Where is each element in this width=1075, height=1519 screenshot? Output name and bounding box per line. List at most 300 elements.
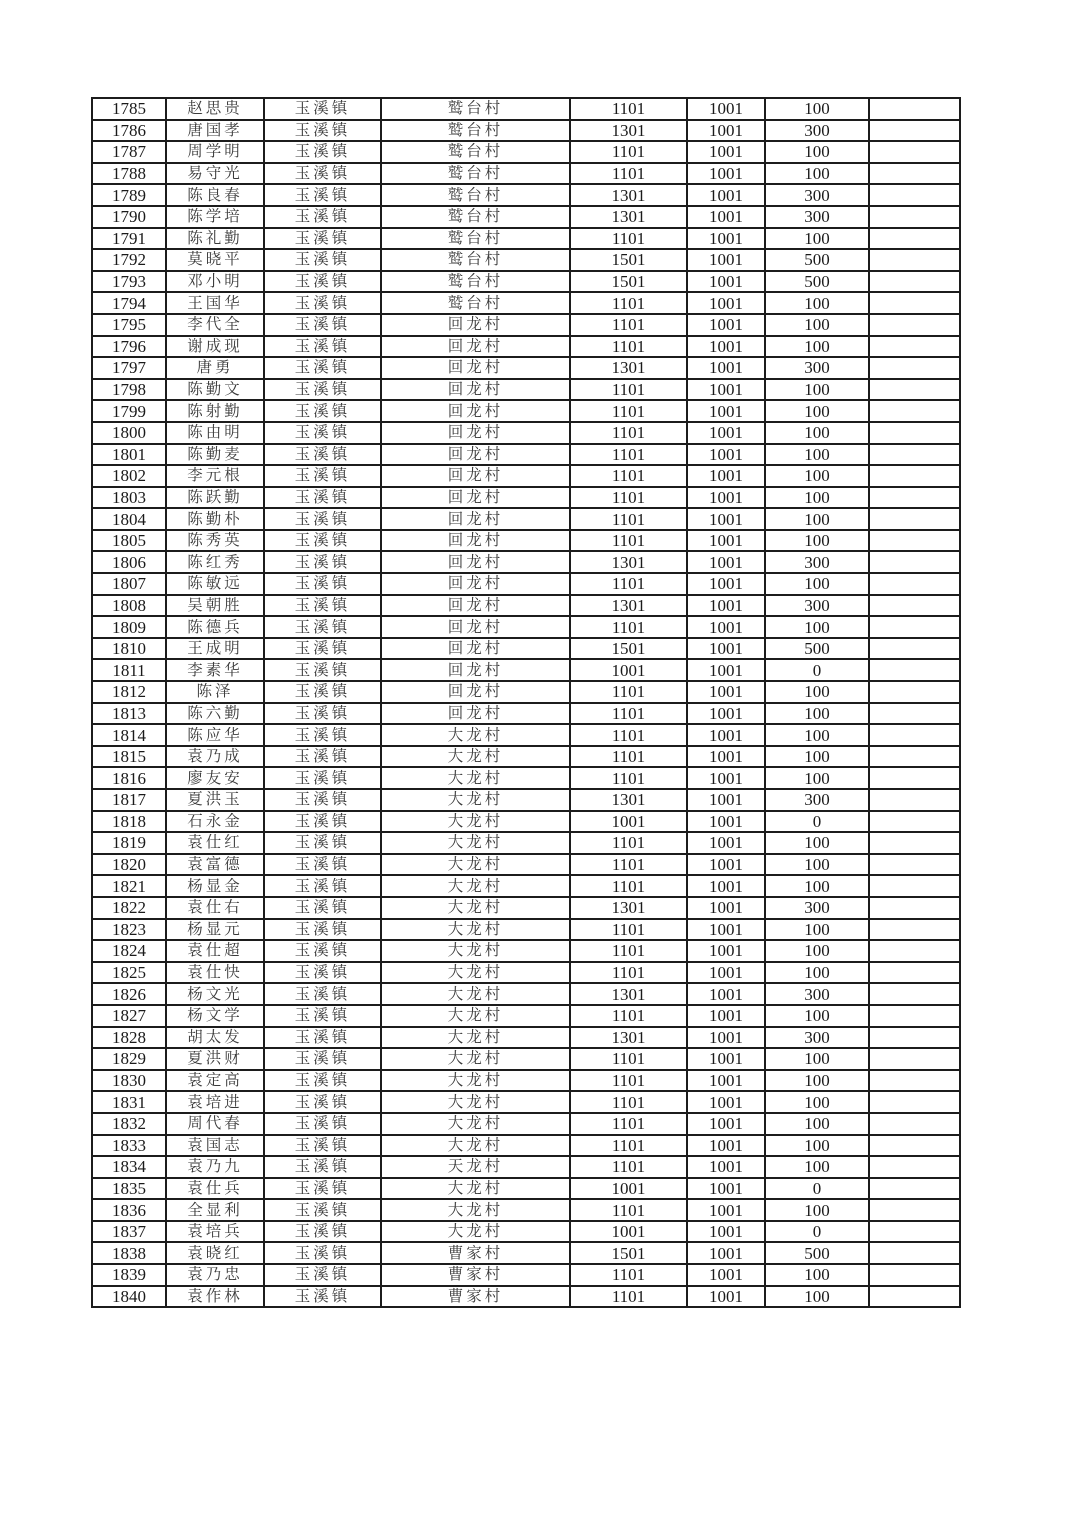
code-a-cell: 1101	[570, 1156, 687, 1178]
amount-cell: 100	[765, 400, 869, 422]
table-row	[92, 962, 960, 984]
village-cell: 大龙村	[381, 854, 570, 876]
note-cell	[869, 1113, 960, 1135]
amount-cell: 100	[765, 292, 869, 314]
amount-cell: 300	[765, 551, 869, 573]
town-cell: 玉溪镇	[264, 530, 381, 552]
table-row	[92, 400, 960, 422]
village-cell: 回龙村	[381, 530, 570, 552]
code-a-cell: 1301	[570, 983, 687, 1005]
code-b-cell: 1001	[687, 616, 765, 638]
town-cell: 玉溪镇	[264, 659, 381, 681]
amount-cell: 100	[765, 163, 869, 185]
code-a-cell: 1101	[570, 1135, 687, 1157]
person-name-cell: 赵思贵	[166, 98, 264, 120]
town-cell: 玉溪镇	[264, 249, 381, 271]
village-cell: 大龙村	[381, 746, 570, 768]
amount-cell: 100	[765, 422, 869, 444]
person-name-cell: 陈红秀	[166, 551, 264, 573]
town-cell: 玉溪镇	[264, 1199, 381, 1221]
person-name-cell: 陈勤朴	[166, 508, 264, 530]
code-b-cell: 1001	[687, 1264, 765, 1286]
note-cell	[869, 271, 960, 293]
amount-cell: 0	[765, 1178, 869, 1200]
person-name-cell: 胡太发	[166, 1027, 264, 1049]
table-row	[92, 1178, 960, 1200]
note-cell	[869, 703, 960, 725]
town-cell: 玉溪镇	[264, 811, 381, 833]
code-a-cell: 1301	[570, 789, 687, 811]
code-b-cell: 1001	[687, 789, 765, 811]
note-cell	[869, 206, 960, 228]
amount-cell: 100	[765, 1135, 869, 1157]
town-cell: 玉溪镇	[264, 422, 381, 444]
code-a-cell: 1301	[570, 357, 687, 379]
amount-cell: 100	[765, 616, 869, 638]
code-a-cell: 1501	[570, 271, 687, 293]
village-cell: 回龙村	[381, 595, 570, 617]
serial-number-cell: 1834	[92, 1156, 166, 1178]
note-cell	[869, 724, 960, 746]
town-cell: 玉溪镇	[264, 336, 381, 358]
serial-number-cell: 1833	[92, 1135, 166, 1157]
amount-cell: 100	[765, 98, 869, 120]
amount-cell: 100	[765, 314, 869, 336]
code-b-cell: 1001	[687, 746, 765, 768]
code-a-cell: 1301	[570, 184, 687, 206]
amount-cell: 100	[765, 465, 869, 487]
person-name-cell: 陈泽	[166, 681, 264, 703]
person-name-cell: 陈敏远	[166, 573, 264, 595]
code-b-cell: 1001	[687, 1005, 765, 1027]
town-cell: 玉溪镇	[264, 1221, 381, 1243]
table-row	[92, 1005, 960, 1027]
code-b-cell: 1001	[687, 184, 765, 206]
town-cell: 玉溪镇	[264, 875, 381, 897]
town-cell: 玉溪镇	[264, 551, 381, 573]
serial-number-cell: 1840	[92, 1286, 166, 1308]
person-name-cell: 袁乃九	[166, 1156, 264, 1178]
village-cell: 大龙村	[381, 1221, 570, 1243]
serial-number-cell: 1836	[92, 1199, 166, 1221]
note-cell	[869, 940, 960, 962]
town-cell: 玉溪镇	[264, 1156, 381, 1178]
person-name-cell: 唐勇	[166, 357, 264, 379]
table-row	[92, 1113, 960, 1135]
serial-number-cell: 1808	[92, 595, 166, 617]
table-row	[92, 551, 960, 573]
town-cell: 玉溪镇	[264, 487, 381, 509]
note-cell	[869, 379, 960, 401]
code-b-cell: 1001	[687, 336, 765, 358]
code-a-cell: 1101	[570, 530, 687, 552]
village-cell: 鹫台村	[381, 228, 570, 250]
code-b-cell: 1001	[687, 703, 765, 725]
village-cell: 回龙村	[381, 314, 570, 336]
person-name-cell: 陈秀英	[166, 530, 264, 552]
serial-number-cell: 1813	[92, 703, 166, 725]
code-a-cell: 1101	[570, 1113, 687, 1135]
serial-number-cell: 1831	[92, 1091, 166, 1113]
village-cell: 大龙村	[381, 1048, 570, 1070]
person-name-cell: 袁仕右	[166, 897, 264, 919]
note-cell	[869, 1070, 960, 1092]
person-name-cell: 陈由明	[166, 422, 264, 444]
person-name-cell: 袁培进	[166, 1091, 264, 1113]
person-name-cell: 夏洪玉	[166, 789, 264, 811]
note-cell	[869, 767, 960, 789]
amount-cell: 100	[765, 940, 869, 962]
amount-cell: 100	[765, 1091, 869, 1113]
town-cell: 玉溪镇	[264, 595, 381, 617]
person-name-cell: 陈良春	[166, 184, 264, 206]
person-name-cell: 邓小明	[166, 271, 264, 293]
note-cell	[869, 444, 960, 466]
person-name-cell: 袁培兵	[166, 1221, 264, 1243]
person-name-cell: 袁仕超	[166, 940, 264, 962]
code-b-cell: 1001	[687, 271, 765, 293]
village-cell: 回龙村	[381, 638, 570, 660]
note-cell	[869, 336, 960, 358]
code-b-cell: 1001	[687, 1221, 765, 1243]
note-cell	[869, 1048, 960, 1070]
amount-cell: 300	[765, 1027, 869, 1049]
code-b-cell: 1001	[687, 1199, 765, 1221]
amount-cell: 100	[765, 746, 869, 768]
note-cell	[869, 1027, 960, 1049]
note-cell	[869, 120, 960, 142]
village-cell: 大龙村	[381, 1005, 570, 1027]
table-row	[92, 1027, 960, 1049]
village-cell: 曹家村	[381, 1264, 570, 1286]
code-b-cell: 1001	[687, 1113, 765, 1135]
table-row	[92, 854, 960, 876]
amount-cell: 100	[765, 444, 869, 466]
note-cell	[869, 789, 960, 811]
code-a-cell: 1101	[570, 767, 687, 789]
amount-cell: 300	[765, 120, 869, 142]
note-cell	[869, 551, 960, 573]
table-row	[92, 379, 960, 401]
code-a-cell: 1501	[570, 1242, 687, 1264]
amount-cell: 100	[765, 1048, 869, 1070]
village-cell: 回龙村	[381, 681, 570, 703]
code-a-cell: 1101	[570, 465, 687, 487]
town-cell: 玉溪镇	[264, 379, 381, 401]
serial-number-cell: 1821	[92, 875, 166, 897]
table-row	[92, 1264, 960, 1286]
serial-number-cell: 1830	[92, 1070, 166, 1092]
serial-number-cell: 1799	[92, 400, 166, 422]
table-row	[92, 98, 960, 120]
code-a-cell: 1101	[570, 336, 687, 358]
person-name-cell: 石永金	[166, 811, 264, 833]
code-a-cell: 1101	[570, 508, 687, 530]
town-cell: 玉溪镇	[264, 897, 381, 919]
serial-number-cell: 1838	[92, 1242, 166, 1264]
town-cell: 玉溪镇	[264, 1286, 381, 1308]
note-cell	[869, 1199, 960, 1221]
serial-number-cell: 1795	[92, 314, 166, 336]
code-a-cell: 1301	[570, 206, 687, 228]
village-cell: 回龙村	[381, 336, 570, 358]
table-row	[92, 767, 960, 789]
person-name-cell: 王成明	[166, 638, 264, 660]
serial-number-cell: 1789	[92, 184, 166, 206]
person-name-cell: 王国华	[166, 292, 264, 314]
town-cell: 玉溪镇	[264, 940, 381, 962]
person-name-cell: 陈勤文	[166, 379, 264, 401]
person-name-cell: 袁乃忠	[166, 1264, 264, 1286]
note-cell	[869, 228, 960, 250]
code-a-cell: 1101	[570, 1286, 687, 1308]
code-b-cell: 1001	[687, 357, 765, 379]
serial-number-cell: 1817	[92, 789, 166, 811]
village-cell: 大龙村	[381, 1178, 570, 1200]
note-cell	[869, 400, 960, 422]
village-cell: 回龙村	[381, 551, 570, 573]
person-name-cell: 吴朝胜	[166, 595, 264, 617]
table-row	[92, 659, 960, 681]
serial-number-cell: 1827	[92, 1005, 166, 1027]
table-row	[92, 811, 960, 833]
serial-number-cell: 1816	[92, 767, 166, 789]
amount-cell: 500	[765, 249, 869, 271]
town-cell: 玉溪镇	[264, 681, 381, 703]
town-cell: 玉溪镇	[264, 983, 381, 1005]
code-b-cell: 1001	[687, 228, 765, 250]
village-cell: 回龙村	[381, 357, 570, 379]
serial-number-cell: 1815	[92, 746, 166, 768]
town-cell: 玉溪镇	[264, 746, 381, 768]
serial-number-cell: 1814	[92, 724, 166, 746]
table-row	[92, 789, 960, 811]
town-cell: 玉溪镇	[264, 206, 381, 228]
amount-cell: 300	[765, 206, 869, 228]
table-row	[92, 1048, 960, 1070]
table-row	[92, 1156, 960, 1178]
serial-number-cell: 1786	[92, 120, 166, 142]
person-name-cell: 陈勤麦	[166, 444, 264, 466]
village-cell: 回龙村	[381, 508, 570, 530]
amount-cell: 100	[765, 487, 869, 509]
code-b-cell: 1001	[687, 897, 765, 919]
person-name-cell: 陈跃勤	[166, 487, 264, 509]
town-cell: 玉溪镇	[264, 1091, 381, 1113]
village-cell: 大龙村	[381, 919, 570, 941]
table-row	[92, 184, 960, 206]
amount-cell: 0	[765, 1221, 869, 1243]
code-b-cell: 1001	[687, 1242, 765, 1264]
code-a-cell: 1101	[570, 746, 687, 768]
code-b-cell: 1001	[687, 314, 765, 336]
code-b-cell: 1001	[687, 422, 765, 444]
serial-number-cell: 1812	[92, 681, 166, 703]
amount-cell: 100	[765, 1156, 869, 1178]
town-cell: 玉溪镇	[264, 1242, 381, 1264]
code-a-cell: 1101	[570, 703, 687, 725]
table-row	[92, 724, 960, 746]
code-b-cell: 1001	[687, 983, 765, 1005]
code-a-cell: 1101	[570, 400, 687, 422]
person-name-cell: 袁仕快	[166, 962, 264, 984]
code-a-cell: 1501	[570, 638, 687, 660]
town-cell: 玉溪镇	[264, 508, 381, 530]
code-a-cell: 1101	[570, 379, 687, 401]
amount-cell: 100	[765, 1070, 869, 1092]
note-cell	[869, 1264, 960, 1286]
serial-number-cell: 1800	[92, 422, 166, 444]
table-row	[92, 163, 960, 185]
town-cell: 玉溪镇	[264, 141, 381, 163]
person-name-cell: 袁国志	[166, 1135, 264, 1157]
amount-cell: 100	[765, 1005, 869, 1027]
serial-number-cell: 1807	[92, 573, 166, 595]
serial-number-cell: 1798	[92, 379, 166, 401]
village-cell: 大龙村	[381, 767, 570, 789]
village-cell: 大龙村	[381, 811, 570, 833]
note-cell	[869, 1156, 960, 1178]
note-cell	[869, 659, 960, 681]
code-b-cell: 1001	[687, 444, 765, 466]
note-cell	[869, 163, 960, 185]
table-row	[92, 1242, 960, 1264]
code-b-cell: 1001	[687, 940, 765, 962]
town-cell: 玉溪镇	[264, 1135, 381, 1157]
code-b-cell: 1001	[687, 206, 765, 228]
village-cell: 回龙村	[381, 379, 570, 401]
village-cell: 回龙村	[381, 659, 570, 681]
table-row	[92, 1221, 960, 1243]
code-a-cell: 1001	[570, 659, 687, 681]
village-cell: 鹫台村	[381, 292, 570, 314]
note-cell	[869, 141, 960, 163]
village-cell: 大龙村	[381, 789, 570, 811]
code-a-cell: 1101	[570, 314, 687, 336]
person-name-cell: 周学明	[166, 141, 264, 163]
table-row	[92, 487, 960, 509]
note-cell	[869, 1091, 960, 1113]
town-cell: 玉溪镇	[264, 832, 381, 854]
person-name-cell: 夏洪财	[166, 1048, 264, 1070]
town-cell: 玉溪镇	[264, 703, 381, 725]
code-b-cell: 1001	[687, 163, 765, 185]
code-a-cell: 1101	[570, 487, 687, 509]
serial-number-cell: 1803	[92, 487, 166, 509]
amount-cell: 300	[765, 789, 869, 811]
amount-cell: 100	[765, 1199, 869, 1221]
person-name-cell: 陈学培	[166, 206, 264, 228]
serial-number-cell: 1796	[92, 336, 166, 358]
note-cell	[869, 1178, 960, 1200]
code-b-cell: 1001	[687, 1286, 765, 1308]
person-name-cell: 陈德兵	[166, 616, 264, 638]
serial-number-cell: 1832	[92, 1113, 166, 1135]
town-cell: 玉溪镇	[264, 854, 381, 876]
amount-cell: 100	[765, 919, 869, 941]
town-cell: 玉溪镇	[264, 163, 381, 185]
code-b-cell: 1001	[687, 1156, 765, 1178]
note-cell	[869, 465, 960, 487]
person-name-cell: 杨显元	[166, 919, 264, 941]
code-b-cell: 1001	[687, 919, 765, 941]
amount-cell: 300	[765, 983, 869, 1005]
amount-cell: 100	[765, 1113, 869, 1135]
person-name-cell: 袁仕兵	[166, 1178, 264, 1200]
table-row	[92, 508, 960, 530]
serial-number-cell: 1826	[92, 983, 166, 1005]
serial-number-cell: 1823	[92, 919, 166, 941]
town-cell: 玉溪镇	[264, 228, 381, 250]
town-cell: 玉溪镇	[264, 724, 381, 746]
table-row	[92, 638, 960, 660]
serial-number-cell: 1797	[92, 357, 166, 379]
village-cell: 鹫台村	[381, 184, 570, 206]
amount-cell: 100	[765, 379, 869, 401]
table-row	[92, 573, 960, 595]
table-row	[92, 422, 960, 444]
code-b-cell: 1001	[687, 595, 765, 617]
roster-table-body	[92, 98, 960, 1307]
person-name-cell: 杨文学	[166, 1005, 264, 1027]
amount-cell: 100	[765, 1286, 869, 1308]
amount-cell: 100	[765, 141, 869, 163]
person-name-cell: 全显利	[166, 1199, 264, 1221]
amount-cell: 100	[765, 962, 869, 984]
village-cell: 大龙村	[381, 724, 570, 746]
town-cell: 玉溪镇	[264, 919, 381, 941]
table-row	[92, 357, 960, 379]
person-name-cell: 周代春	[166, 1113, 264, 1135]
village-cell: 大龙村	[381, 1070, 570, 1092]
code-a-cell: 1101	[570, 573, 687, 595]
person-name-cell: 袁晓红	[166, 1242, 264, 1264]
note-cell	[869, 487, 960, 509]
village-cell: 大龙村	[381, 962, 570, 984]
note-cell	[869, 616, 960, 638]
code-b-cell: 1001	[687, 249, 765, 271]
code-b-cell: 1001	[687, 659, 765, 681]
note-cell	[869, 811, 960, 833]
note-cell	[869, 292, 960, 314]
code-b-cell: 1001	[687, 141, 765, 163]
code-b-cell: 1001	[687, 487, 765, 509]
village-cell: 回龙村	[381, 616, 570, 638]
person-name-cell: 袁定高	[166, 1070, 264, 1092]
note-cell	[869, 508, 960, 530]
village-cell: 回龙村	[381, 444, 570, 466]
village-cell: 回龙村	[381, 422, 570, 444]
code-a-cell: 1101	[570, 1005, 687, 1027]
town-cell: 玉溪镇	[264, 573, 381, 595]
village-cell: 鹫台村	[381, 249, 570, 271]
table-row	[92, 703, 960, 725]
town-cell: 玉溪镇	[264, 444, 381, 466]
village-cell: 大龙村	[381, 1135, 570, 1157]
village-cell: 大龙村	[381, 983, 570, 1005]
code-a-cell: 1501	[570, 249, 687, 271]
serial-number-cell: 1811	[92, 659, 166, 681]
note-cell	[869, 357, 960, 379]
code-b-cell: 1001	[687, 854, 765, 876]
serial-number-cell: 1802	[92, 465, 166, 487]
code-b-cell: 1001	[687, 1091, 765, 1113]
amount-cell: 100	[765, 854, 869, 876]
person-name-cell: 陈礼勤	[166, 228, 264, 250]
town-cell: 玉溪镇	[264, 1005, 381, 1027]
note-cell	[869, 249, 960, 271]
amount-cell: 300	[765, 357, 869, 379]
